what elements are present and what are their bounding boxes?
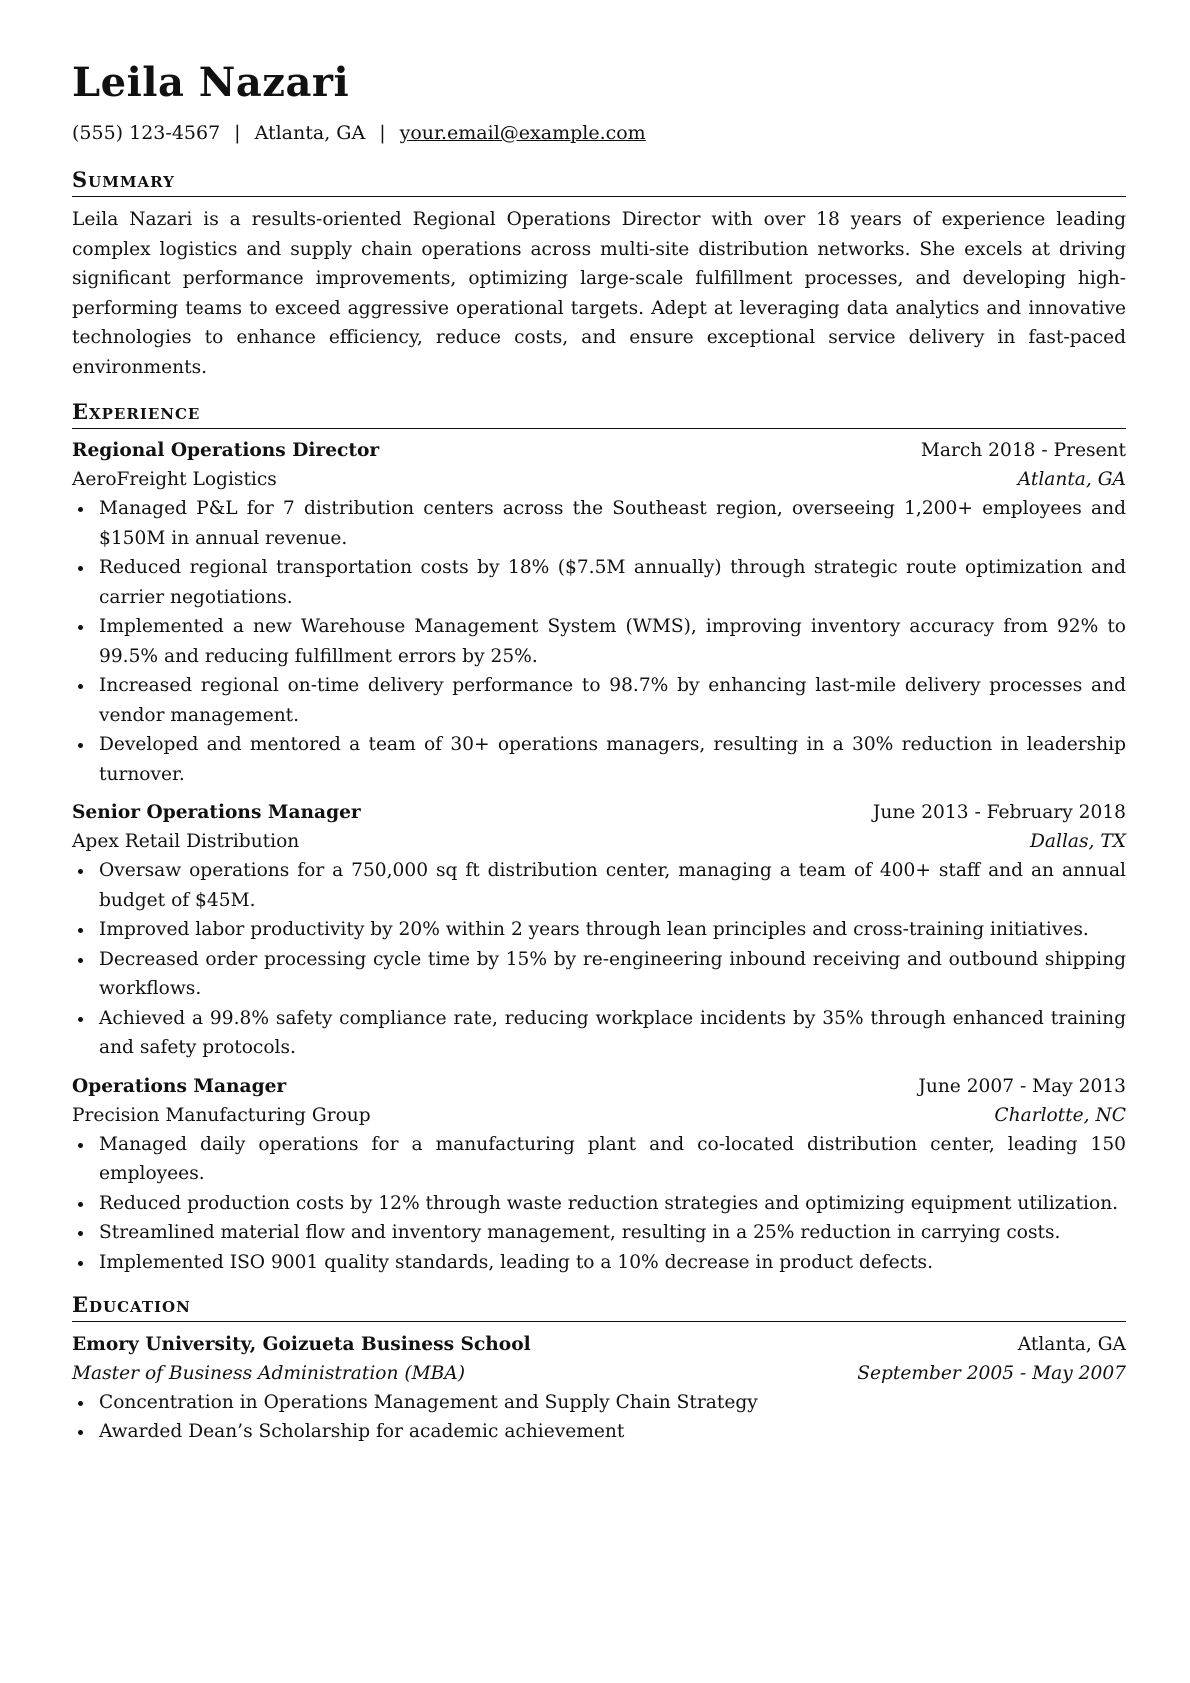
list-item: Increased regional on-time delivery performance to 98.7% by enhancing last-mile delivery processes and vendor management. — [72, 671, 1126, 730]
summary-text: Leila Nazari is a results-oriented Regional Operations Director with over 18 years of experience leading complex logistics and supply chain operations across multi-site distribution networks. She excels at driving significant performance improvements, optimizing large-scale fulfillment processes, and developing high-performing teams to exceed aggressive operational targets. Adept at leveraging data analytics and innovative technologies to enhance efficiency, reduce costs, and ensure exceptional service delivery in fast-paced environments. — [72, 209, 1126, 378]
job-entry — [72, 1072, 1126, 1278]
job-bullets — [72, 1130, 1126, 1278]
section-title-summary: Summary — [72, 166, 1126, 197]
section-title-education: Education — [72, 1291, 1126, 1322]
contact-separator: | — [234, 122, 241, 144]
list-item: Implemented a new Warehouse Management System (WMS), improving inventory accuracy from 92% to 99.5% and reducing fulfillment errors by 25%. — [72, 612, 1126, 671]
section-title-experience: Experience — [72, 398, 1126, 429]
candidate-name: Leila Nazari — [72, 59, 350, 106]
list-item: Decreased order processing cycle time by 15% by re-engineering inbound receiving and outbound shipping workflows. — [72, 945, 1126, 1004]
list-item: Concentration in Operations Management and Supply Chain Strategy — [72, 1388, 1126, 1417]
list-item: Developed and mentored a team of 30+ operations managers, resulting in a 30% reduction in leadership turnover. — [72, 730, 1126, 789]
list-item: Streamlined material flow and inventory management, resulting in a 25% reduction in carrying costs. — [72, 1218, 1126, 1248]
list-item: Reduced regional transportation costs by 18% ($7.5M annually) through strategic route optimization and carrier negotiations. — [72, 553, 1126, 612]
education-dates: September 2005 - May 2007 — [857, 1363, 1126, 1384]
job-dates: June 2007 - May 2013 — [918, 1075, 1126, 1097]
contact-separator: | — [379, 122, 386, 144]
resume-page — [72, 58, 1126, 1446]
summary-section — [72, 166, 1126, 382]
contact-line — [72, 120, 1126, 146]
location: Atlanta, GA — [254, 122, 366, 144]
experience-section — [72, 398, 1126, 1277]
list-item: Reduced production costs by 12% through waste reduction strategies and optimizing equipment utilization. — [72, 1189, 1126, 1219]
job-location: Charlotte, NC — [994, 1104, 1126, 1126]
company-name: Apex Retail Distribution — [72, 831, 300, 852]
job-dates: June 2013 - February 2018 — [872, 802, 1126, 823]
job-title: Regional Operations Director — [72, 440, 380, 461]
education-bullets — [72, 1388, 1126, 1446]
list-item: Implemented ISO 9001 quality standards, leading to a 10% decrease in product defects. — [72, 1248, 1126, 1278]
email-link[interactable]: your.email@example.com — [399, 122, 646, 144]
list-item: Achieved a 99.8% safety compliance rate, reducing workplace incidents by 35% through enhanced training and safety protocols. — [72, 1004, 1126, 1063]
job-entry — [72, 436, 1126, 789]
education-entry — [72, 1330, 1126, 1446]
list-item: Awarded Dean’s Scholarship for academic achievement — [72, 1417, 1126, 1446]
phone-number: (555) 123-4567 — [72, 122, 221, 144]
school-name: Emory University, Goizueta Business School — [72, 1334, 531, 1355]
degree: Master of Business Administration (MBA) — [72, 1363, 465, 1384]
list-item: Improved labor productivity by 20% within 2 years through lean principles and cross-training initiatives. — [72, 915, 1126, 945]
list-item: Managed P&L for 7 distribution centers across the Southeast region, overseeing 1,200+ employees and $150M in annual revenue. — [72, 494, 1126, 553]
company-name: AeroFreight Logistics — [72, 469, 277, 490]
list-item: Oversaw operations for a 750,000 sq ft distribution center, managing a team of 400+ staff and an annual budget of $45M. — [72, 856, 1126, 915]
company-name: Precision Manufacturing Group — [72, 1104, 371, 1126]
job-bullets — [72, 494, 1126, 789]
list-item: Managed daily operations for a manufacturing plant and co-located distribution center, leading 150 employees. — [72, 1130, 1126, 1189]
job-bullets — [72, 856, 1126, 1063]
education-section — [72, 1291, 1126, 1446]
job-entry — [72, 798, 1126, 1063]
job-location: Dallas, TX — [1030, 831, 1126, 852]
job-title: Senior Operations Manager — [72, 802, 361, 823]
job-dates: March 2018 - Present — [920, 440, 1126, 461]
school-location: Atlanta, GA — [1017, 1334, 1126, 1355]
job-location: Atlanta, GA — [1017, 469, 1126, 490]
job-title: Operations Manager — [72, 1075, 287, 1097]
